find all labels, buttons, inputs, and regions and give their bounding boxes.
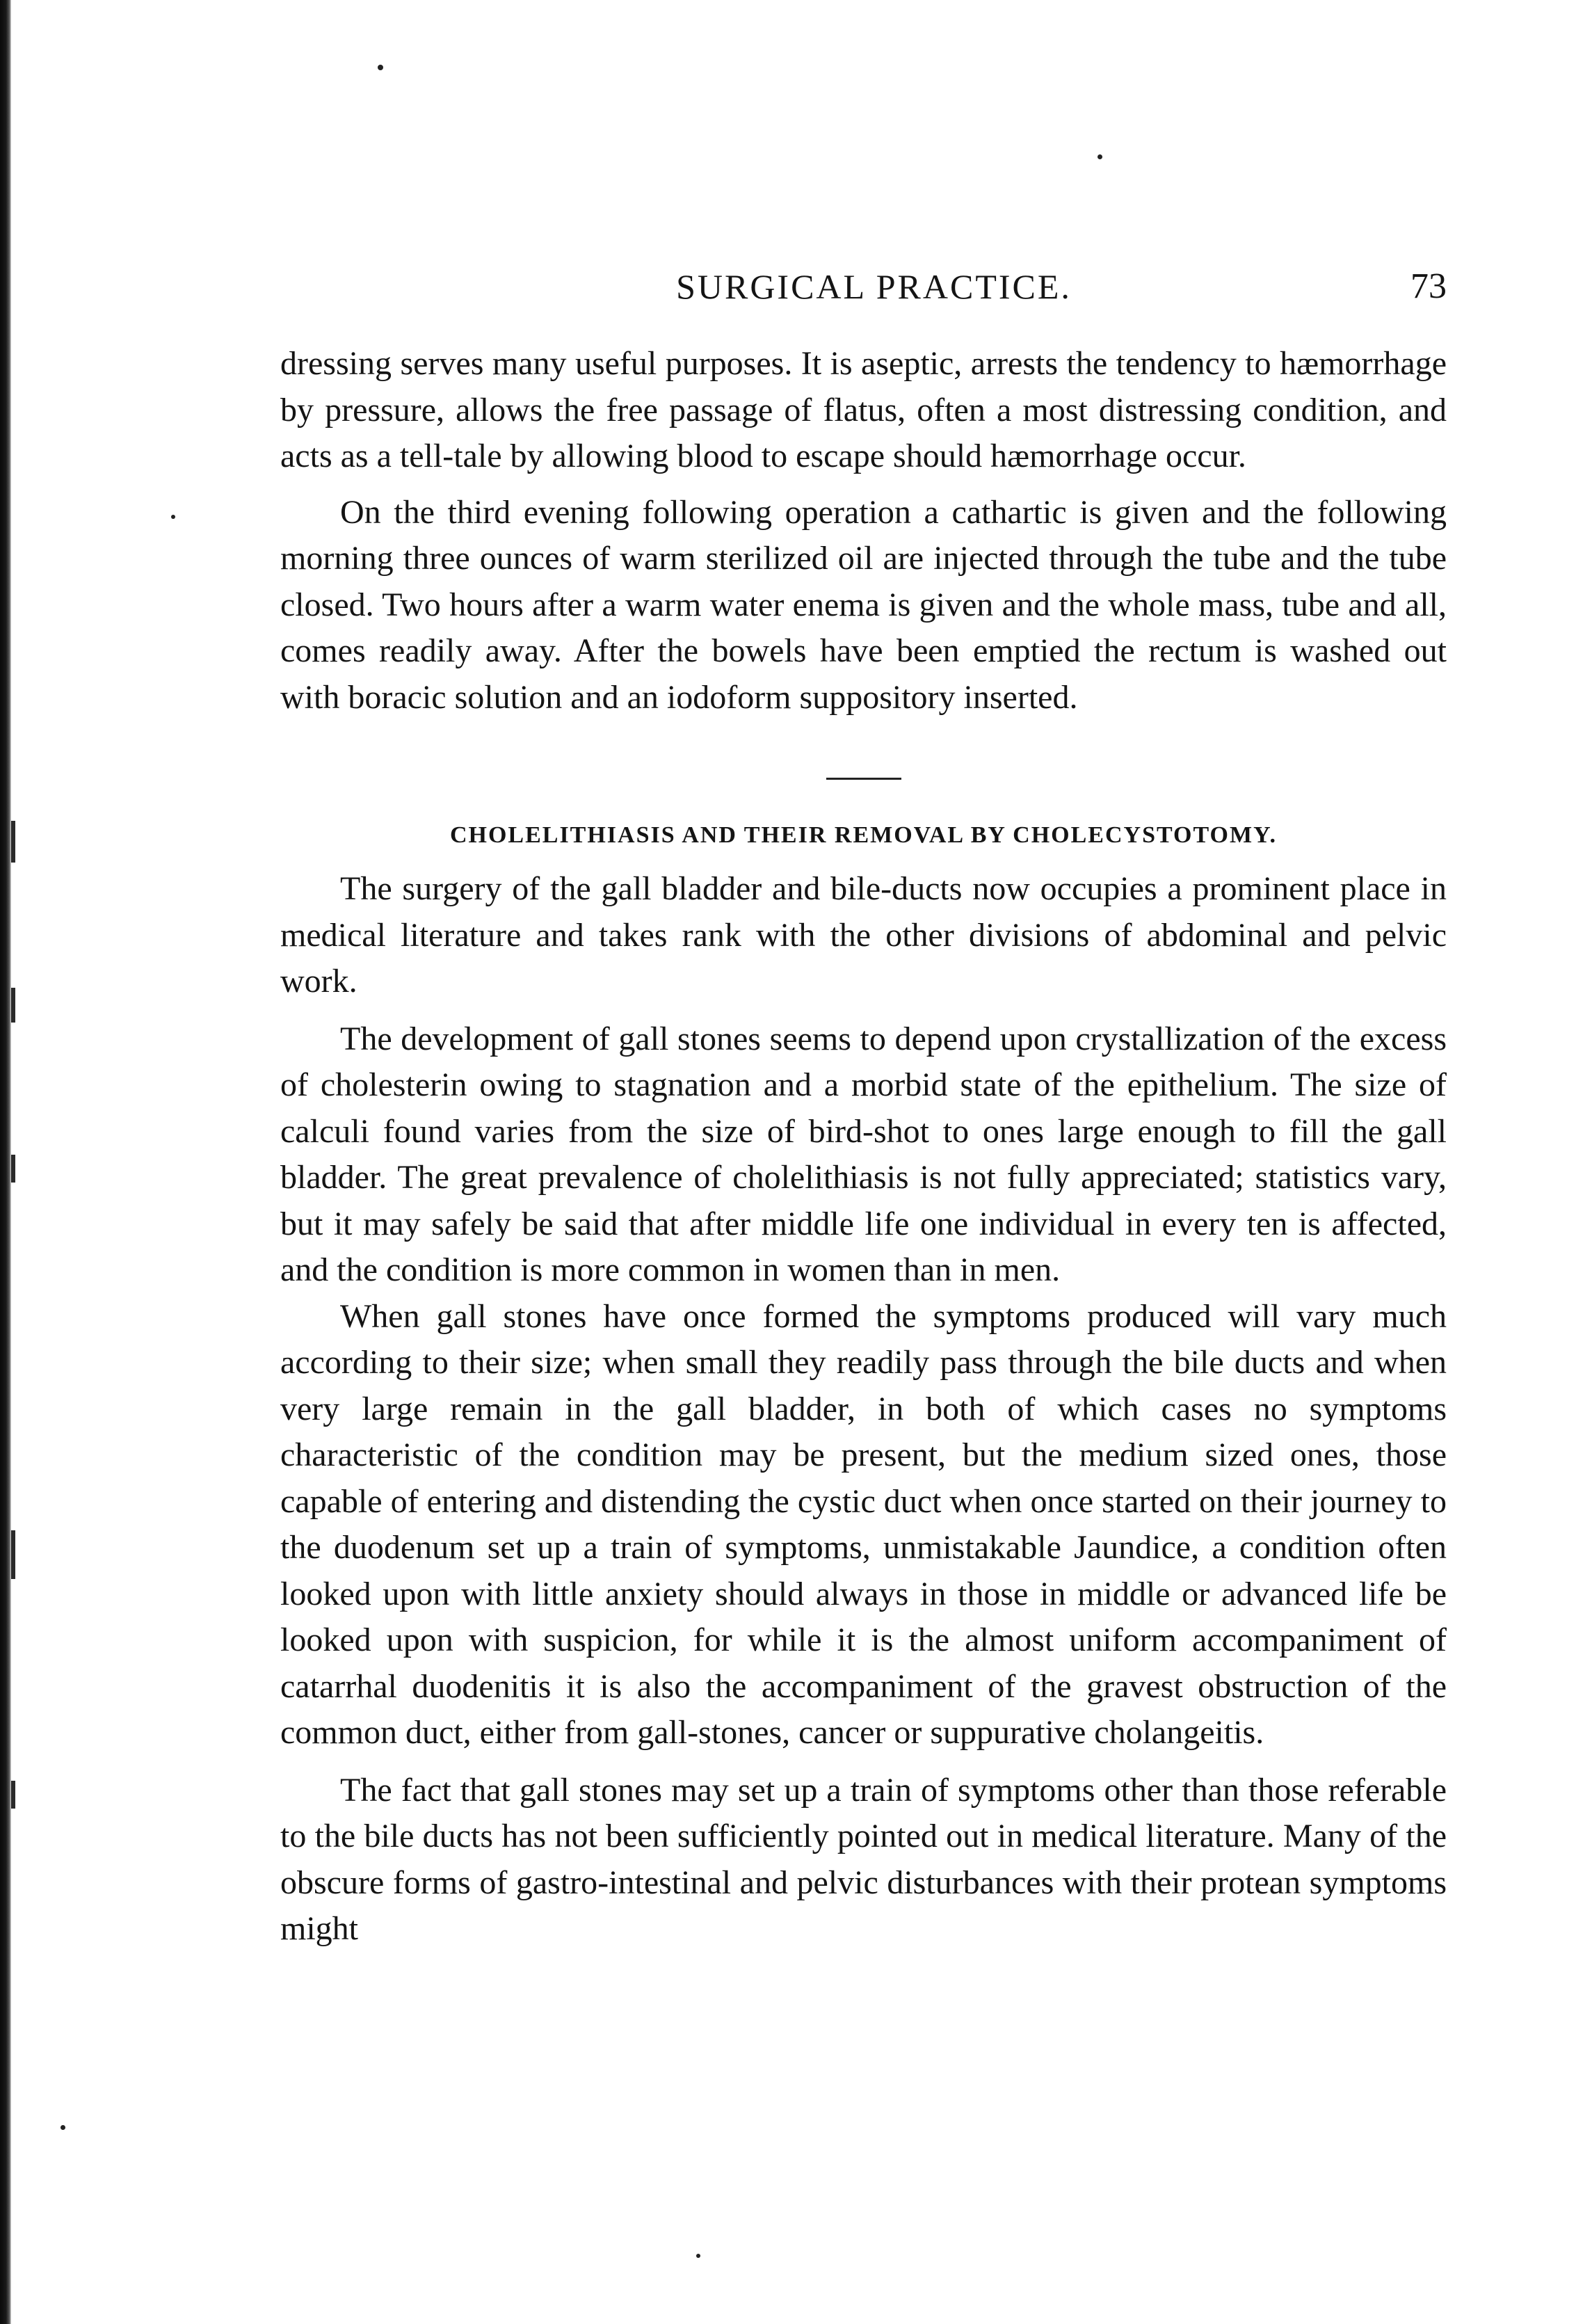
paragraph-surgery-gall-bladder: The surgery of the gall bladder and bile-ducts now occupies a prominent place in medical literature and takes rank with the other divisions of abdominal and pelvic work. [280,870,1447,1000]
paragraph-gall-stone-development: The development of gall stones seems to depend upon crystallization of the excess of cholesterin owing to stagnation and a morbid state of the epithelium. The size of calculi found varies from the size of bird-shot to ones large enough to fill the gall bladder. The great prevalence of cholelithiasis is not fully appreciated; statistics vary, but it may safely be said that after middle life one individual in every ten is affected, and the condition is more common in women than in men. [280,1020,1447,1288]
scan-speck [171,515,175,519]
scan-artifact [11,1155,15,1183]
page-body [280,341,1447,1953]
scan-speck [696,2254,700,2258]
page-number: 73 [1410,266,1447,306]
scan-artifact [11,821,15,863]
scan-artifact [11,988,15,1023]
paragraph-third-evening: On the third evening following operation a cathartic is given and the following morning three ounces of warm sterilized oil are injected through the tube and the tube closed. Two hours after a warm water enema is given and the whole mass, tube and all, comes readily away. After the bowels have been emptied the rectum is washed out with boracic solution and an iodoform suppository inserted. [280,493,1447,716]
scan-speck [1097,154,1102,159]
paragraph-other-symptoms: The fact that gall stones may set up a train of symptoms other than those referable to the bile ducts has not been sufficiently pointed out in medical literature. Many of the obscure forms of gastro-intestinal and pelvic disturbances with their protean symptoms might [280,1771,1447,1947]
scan-artifact [11,1781,15,1809]
section-divider [826,778,901,780]
scan-speck [61,2125,65,2130]
running-title: SURGICAL PRACTICE. [676,267,1072,306]
scan-artifact [11,1530,15,1579]
section-heading: CHOLELITHIASIS AND THEIR REMOVAL BY CHOLECYSTOTOMY. [449,822,1278,848]
page-header [280,255,1447,318]
paragraph-dressing-purposes: dressing serves many useful purposes. It is aseptic, arrests the tendency to hæmorrhage by pressure, allows the free passage of flatus, often a most distressing condition, and acts as a tell-tale by allowing blood to escape should hæmorrhage occur. [280,345,1447,474]
scan-speck [378,65,383,70]
paragraph-gall-stone-symptoms: When gall stones have once formed the symptoms produced will vary much according to their size; when small they readily pass through the bile ducts and when very large remain in the gall bladder, in both of which cases no symptoms characteristic of the condition may be present, but the medium sized ones, those capable of entering and distending the cystic duct when once started on their journey to the duodenum set up a train of symptoms, unmistakable Jaundice, a condition often looked upon with little anxiety should always in those in middle or advanced life be looked upon with suspicion, for while it is the almost uniform accompaniment of catarrhal duodenitis it is also the accompaniment of the gravest obstruction of the common duct, either from gall-stones, cancer or suppurative cholangeitis. [280,1297,1447,1751]
book-spine-edge [0,0,11,2324]
